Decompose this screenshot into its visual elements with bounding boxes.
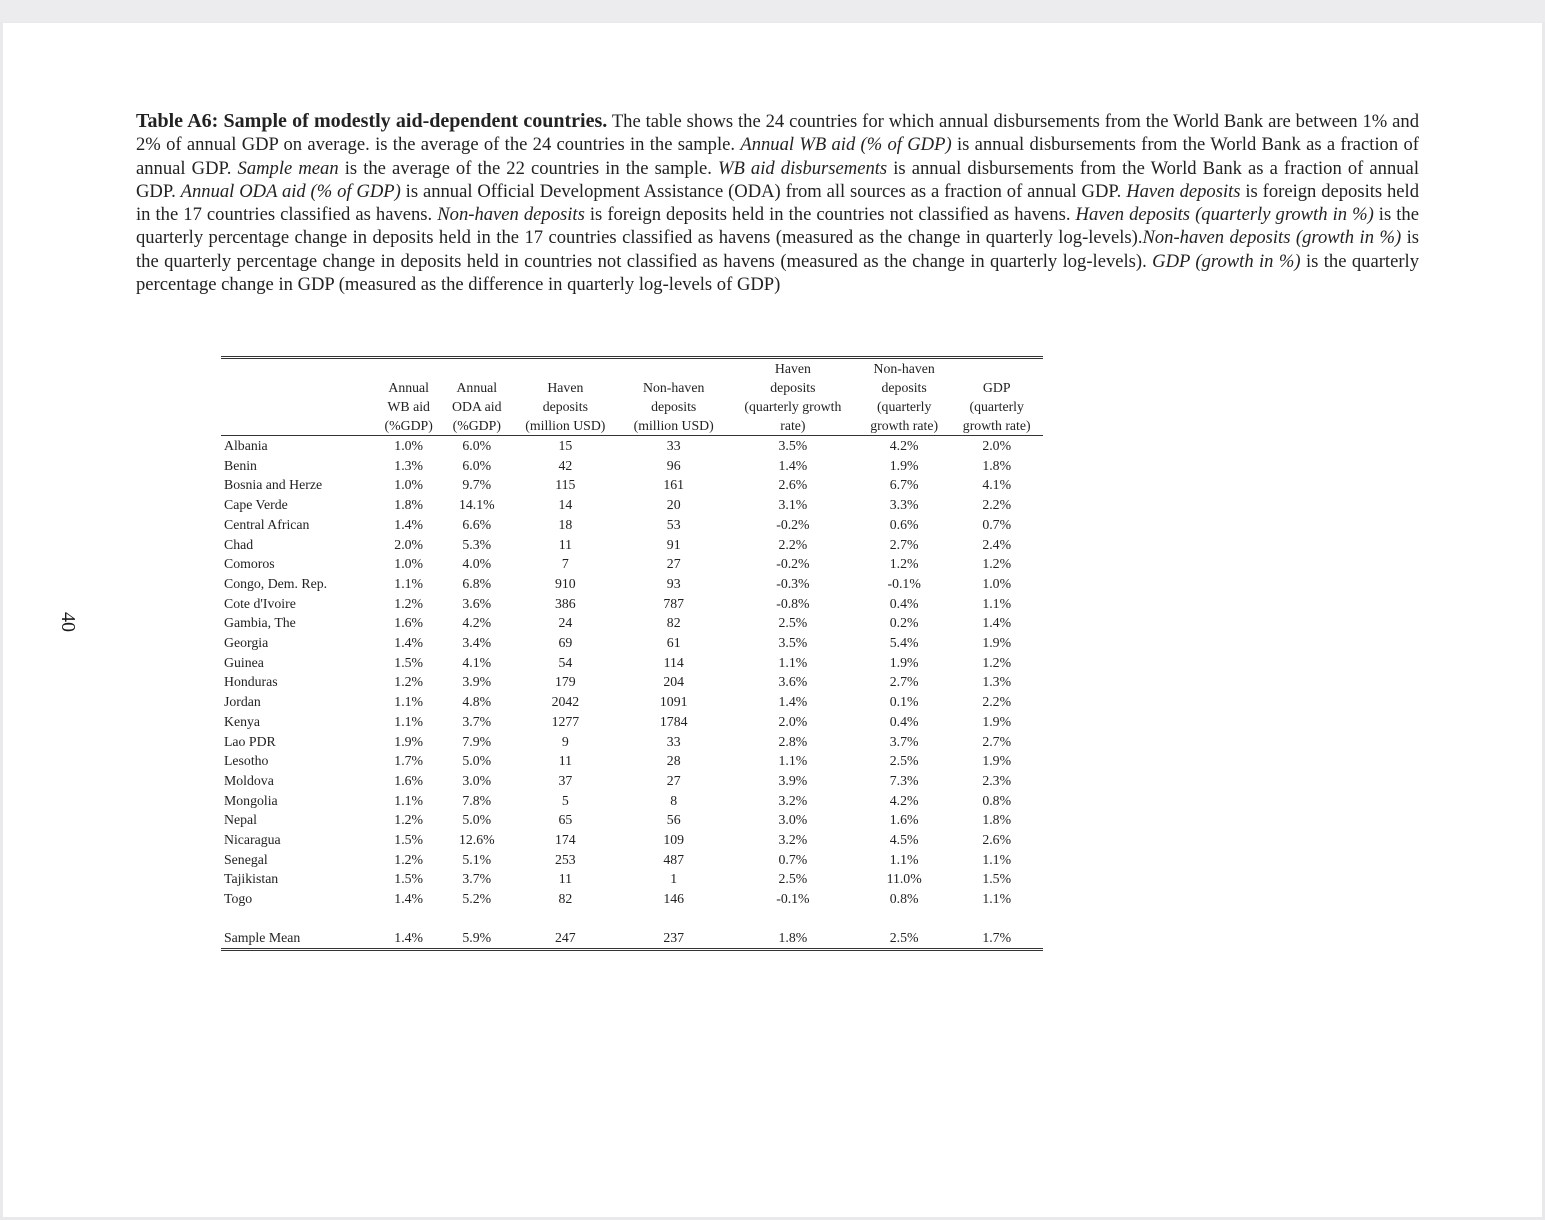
cell-country: Bosnia and Herze [224,477,323,493]
cell-country: Gambia, The [224,615,296,631]
cell-haven-growth: 3.1% [778,497,808,513]
cell-haven-growth: -0.2% [776,556,810,572]
cell-haven-deposits: 115 [555,477,576,493]
cell-nonhaven-deposits: 1 [670,871,678,887]
cell-nonhaven-deposits: 93 [666,575,681,591]
cell-oda-aid: 14.1% [458,497,495,513]
cell-nonhaven-growth: 4.5% [889,832,919,848]
data-table-container [221,356,1043,951]
cell-country: Lao PDR [224,733,276,749]
cell-nonhaven-growth: 0.4% [889,713,919,729]
cell-gdp-growth: 1.9% [982,713,1012,729]
cell-nonhaven-growth: 7.3% [889,772,919,788]
cell-nonhaven-growth: 0.4% [889,595,919,611]
cell-wb-aid: 1.2% [394,851,424,867]
cell-gdp-growth: 2.2% [982,694,1012,710]
data-table [221,359,1043,951]
cell-wb-aid: 1.2% [394,812,424,828]
cell-oda-aid: 4.0% [462,556,492,572]
table-row [221,653,1043,673]
cell-nonhaven-deposits: 787 [663,595,685,611]
cell-nonhaven-growth: 3.7% [889,733,919,749]
cell-nonhaven-deposits: 28 [666,753,681,769]
cell-wb-aid: 1.3% [394,457,424,473]
cell-country: Jordan [224,694,261,710]
cell-haven-growth: 1.1% [778,753,808,769]
table-row [221,633,1043,653]
cell-wb-aid: 1.5% [394,871,424,887]
cell-oda-aid: 7.9% [462,733,492,749]
table-spacer-row [221,909,1043,928]
cell-gdp-growth: 1.1% [982,851,1012,867]
header-line: (%GDP) [452,418,501,433]
header-line: Non-haven [873,361,935,376]
cell-nonhaven-growth: 1.6% [889,812,919,828]
cell-country: Albania [224,438,268,453]
cell-country: Lesotho [224,753,269,769]
table-row [221,810,1043,830]
caption-title: Table A6: Sample of modestly aid-dependent countries. [136,110,608,132]
cell-gdp-growth: 2.7% [982,733,1012,749]
header-line: (million USD) [633,418,714,433]
header-line: WB aid [387,399,430,414]
cell-gdp-growth: 1.3% [982,674,1012,690]
header-line: ODA aid [452,399,502,414]
cell-haven-growth: 2.5% [778,871,808,887]
cell-haven-growth: 3.9% [778,772,808,788]
cell-nonhaven-growth: 1.9% [889,457,919,473]
cell-wb-aid: 2.0% [394,536,424,552]
cell-oda-aid: 5.1% [462,851,492,867]
cell-oda-aid: 3.4% [462,635,492,651]
cell-nonhaven-deposits: 96 [666,457,681,473]
cell-haven-deposits: 1277 [551,713,580,729]
cell-nonhaven-growth: 1.2% [889,556,919,572]
cell-oda-aid: 5.0% [462,812,492,828]
cell-nonhaven-deposits: 161 [663,477,685,493]
cell-haven-growth: 1.1% [778,654,808,670]
cell-nonhaven-growth: 6.7% [889,477,919,493]
cell-wb-aid: 1.0% [394,477,424,493]
cell-wb-aid: 1.1% [394,575,424,591]
cell-oda-aid: 6.6% [462,516,492,532]
caption-term: WB aid disbursements [717,157,888,179]
caption-term: Annual WB aid (% of GDP) [740,134,952,156]
cell-nonhaven-deposits: 61 [666,635,681,651]
viewer-top-band [0,0,1545,22]
cell-haven-growth: 0.7% [778,851,808,867]
cell-country: Tajikistan [224,871,279,887]
cell-haven-deposits: 247 [511,928,619,949]
cell-gdp-growth: 1.8% [982,457,1012,473]
cell-country: Mongolia [224,792,278,808]
cell-haven-deposits: 179 [555,674,576,690]
cell-haven-deposits: 910 [555,575,576,591]
cell-haven-growth: 1.8% [728,928,858,949]
cell-haven-deposits: 9 [561,733,569,749]
table-row [221,672,1043,692]
cell-oda-aid: 3.0% [462,772,492,788]
caption-text: is the average of the 22 countries in the sample. [338,157,718,179]
cell-nonhaven-deposits: 237 [620,928,728,949]
cell-country: Togo [224,891,253,907]
page-number: 40 [57,612,79,632]
cell-nonhaven-growth: 2.5% [858,928,951,949]
cell-oda-aid: 4.2% [462,615,492,631]
table-row [221,712,1043,732]
cell-haven-growth: 1.4% [778,694,808,710]
cell-oda-aid: 9.7% [462,477,492,493]
cell-country: Sample Mean [221,928,375,949]
cell-gdp-growth: 2.3% [982,772,1012,788]
cell-country: Honduras [224,674,278,690]
cell-nonhaven-deposits: 146 [663,891,685,907]
cell-gdp-growth: 2.4% [982,536,1012,552]
cell-nonhaven-deposits: 1091 [659,694,688,710]
cell-nonhaven-deposits: 487 [663,851,685,867]
cell-gdp-growth: 1.5% [982,871,1012,887]
cell-oda-aid: 5.2% [462,891,492,907]
caption-text: The table shows the 24 countries for which annual disbursements from the World Bank are between 1% and 2% of annual GDP on average. is the average of the 24 countries in the sample. [136,111,1419,156]
sample-mean-row [221,928,1043,949]
cell-haven-deposits: 54 [558,654,573,670]
cell-wb-aid: 1.4% [394,635,424,651]
cell-gdp-growth: 1.4% [982,615,1012,631]
cell-haven-growth: 2.2% [778,536,808,552]
cell-wb-aid: 1.2% [394,595,424,611]
caption-text: is foreign deposits held in the countries not classified as havens. [584,204,1076,226]
cell-oda-aid: 3.7% [462,713,492,729]
cell-wb-aid: 1.0% [394,438,424,453]
cell-nonhaven-deposits: 114 [663,654,684,670]
cell-nonhaven-growth: 11.0% [886,871,922,887]
table-row [221,869,1043,889]
header-line: Annual [456,380,498,395]
caption-text: is annual disbursements from the World Bank as a fraction of annual GDP. [136,134,1419,179]
table-row [221,850,1043,870]
caption-term: Sample mean [237,157,339,179]
table-row [221,751,1043,771]
cell-wb-aid: 1.0% [394,556,424,572]
header-nonhaven-growth [858,359,951,436]
spacer-cell [221,909,1043,928]
cell-gdp-growth: 1.2% [982,556,1012,572]
cell-haven-deposits: 24 [558,615,573,631]
caption-text: is the quarterly percentage change in GDP (measured as the difference in quarterly log-levels of GDP) [136,250,1419,296]
cell-haven-deposits: 15 [558,438,573,453]
cell-haven-growth: 3.6% [778,674,808,690]
cell-nonhaven-growth: -0.1% [887,575,921,591]
table-header-row [221,359,1043,436]
header-country [221,359,375,436]
caption-term: Haven deposits (quarterly growth in %) [1075,204,1374,226]
cell-wb-aid: 1.8% [394,497,424,513]
table-row [221,732,1043,752]
cell-haven-growth: -0.1% [776,891,810,907]
cell-country: Cape Verde [224,497,288,513]
header-wb-aid [375,359,442,436]
caption-text: is the quarterly percentage change in deposits held in countries not classified as havens (measured as the change in quarterly log-levels). [136,227,1420,272]
cell-haven-deposits: 11 [558,753,572,769]
cell-country: Congo, Dem. Rep. [224,575,328,591]
cell-gdp-growth: 4.1% [982,477,1012,493]
cell-haven-deposits: 65 [558,812,573,828]
cell-wb-aid: 1.7% [394,753,424,769]
cell-haven-growth: 2.0% [778,713,808,729]
cell-nonhaven-deposits: 82 [666,615,681,631]
cell-oda-aid: 3.9% [462,674,492,690]
table-caption [136,110,1419,296]
cell-country: Central African [224,516,310,532]
cell-wb-aid: 1.4% [394,516,424,532]
cell-wb-aid: 1.5% [394,832,424,848]
cell-oda-aid: 3.7% [462,871,492,887]
caption-text: is annual disbursements from the World Bank as a fraction of annual GDP. [136,157,1419,202]
cell-country: Nicaragua [224,832,281,848]
cell-nonhaven-deposits: 27 [666,772,681,788]
header-gdp-growth [950,359,1043,436]
cell-gdp-growth: 1.0% [982,575,1012,591]
cell-oda-aid: 6.0% [462,438,492,453]
cell-gdp-growth: 0.8% [982,792,1012,808]
cell-oda-aid: 6.0% [462,457,492,473]
cell-haven-deposits: 253 [555,851,576,867]
header-oda-aid [442,359,511,436]
table-row [221,692,1043,712]
cell-country: Comoros [224,556,275,572]
caption-text: is the quarterly percentage change in deposits held in the 17 countries classified as havens (measured as the change in quarterly log-levels). [136,204,1419,249]
table-row [221,613,1043,633]
cell-haven-growth: 3.2% [778,832,808,848]
cell-oda-aid: 5.3% [462,536,492,552]
cell-nonhaven-growth: 1.9% [889,654,919,670]
cell-oda-aid: 12.6% [458,832,495,848]
header-line: (%GDP) [384,418,433,433]
cell-nonhaven-growth: 4.2% [889,438,919,453]
cell-gdp-growth: 1.1% [982,891,1012,907]
table-row [221,475,1043,495]
cell-haven-deposits: 37 [558,772,573,788]
table-body [221,436,1043,950]
caption-term: Haven deposits [1126,180,1241,202]
cell-wb-aid: 1.6% [394,772,424,788]
table-row [221,515,1043,535]
cell-haven-growth: 3.5% [778,438,808,453]
cell-wb-aid: 1.1% [394,694,424,710]
cell-haven-growth: 2.8% [778,733,808,749]
cell-nonhaven-growth: 2.7% [889,536,919,552]
header-line: deposits [651,399,697,414]
cell-oda-aid: 3.6% [462,595,492,611]
table-row [221,436,1043,456]
header-haven-deposits [511,359,619,436]
header-line: rate) [780,418,806,433]
table-row [221,791,1043,811]
cell-wb-aid: 1.2% [394,674,424,690]
cell-haven-deposits: 2042 [551,694,580,710]
cell-haven-deposits: 18 [558,516,573,532]
cell-haven-deposits: 11 [558,536,572,552]
table-row [221,535,1043,555]
table-row [221,495,1043,515]
cell-nonhaven-growth: 5.4% [889,635,919,651]
cell-wb-aid: 1.9% [394,733,424,749]
caption-term: Non-haven deposits [437,204,585,226]
cell-country: Kenya [224,713,261,729]
cell-gdp-growth: 2.6% [982,832,1012,848]
cell-wb-aid: 1.4% [394,891,424,907]
cell-gdp-growth: 1.9% [982,635,1012,651]
cell-oda-aid: 4.1% [462,654,492,670]
cell-nonhaven-growth: 0.2% [889,615,919,631]
header-line: growth rate) [870,418,939,433]
caption-text: is annual Official Development Assistance (ODA) from all sources as a fraction of annual GDP. [400,180,1127,202]
caption-term: Non-haven deposits (growth in %) [1142,227,1402,249]
cell-nonhaven-deposits: 204 [663,674,685,690]
header-line: deposits [881,380,927,395]
header-line: Haven [774,361,811,376]
cell-nonhaven-deposits: 53 [666,516,681,532]
cell-nonhaven-growth: 0.1% [889,694,919,710]
cell-haven-growth: 3.2% [778,792,808,808]
cell-gdp-growth: 1.7% [950,928,1043,949]
header-line: Non-haven [643,380,705,395]
cell-nonhaven-deposits: 20 [666,497,681,513]
cell-nonhaven-deposits: 8 [670,792,678,808]
cell-country: Georgia [224,635,269,651]
table-row [221,456,1043,476]
cell-haven-growth: 1.4% [778,457,808,473]
cell-haven-deposits: 5 [561,792,569,808]
table-row [221,574,1043,594]
document-page [3,23,1542,1217]
cell-nonhaven-growth: 1.1% [889,851,919,867]
header-line: deposits [770,380,816,395]
cell-gdp-growth: 1.9% [982,753,1012,769]
cell-haven-deposits: 69 [558,635,573,651]
cell-country: Nepal [224,812,257,828]
cell-nonhaven-growth: 2.7% [889,674,919,690]
cell-nonhaven-growth: 4.2% [889,792,919,808]
cell-haven-growth: -0.3% [776,575,810,591]
cell-country: Chad [224,536,254,552]
cell-oda-aid: 5.9% [442,928,511,949]
cell-gdp-growth: 1.8% [982,812,1012,828]
cell-haven-deposits: 14 [558,497,573,513]
cell-haven-growth: -0.8% [776,595,810,611]
header-haven-growth [728,359,858,436]
cell-haven-deposits: 42 [558,457,573,473]
table-row [221,594,1043,614]
cell-nonhaven-deposits: 33 [666,733,681,749]
cell-nonhaven-deposits: 109 [663,832,685,848]
cell-gdp-growth: 0.7% [982,516,1012,532]
header-line: (million USD) [525,418,606,433]
cell-haven-deposits: 7 [561,556,569,572]
cell-haven-deposits: 174 [555,832,576,848]
cell-wb-aid: 1.6% [394,615,424,631]
cell-haven-deposits: 11 [558,871,572,887]
header-line: Annual [388,380,429,395]
cell-nonhaven-deposits: 33 [666,438,681,453]
cell-gdp-growth: 1.2% [982,654,1012,670]
header-line: (quarterly [969,399,1024,414]
cell-haven-growth: 2.5% [778,615,808,631]
cell-haven-deposits: 82 [558,891,573,907]
header-line: growth rate) [962,418,1031,433]
table-row [221,554,1043,574]
cell-oda-aid: 6.8% [462,575,492,591]
cell-wb-aid: 1.5% [394,654,424,670]
cell-oda-aid: 4.8% [462,694,492,710]
table-row [221,771,1043,791]
cell-nonhaven-growth: 2.5% [889,753,919,769]
cell-wb-aid: 1.4% [375,928,442,949]
cell-haven-growth: 2.6% [778,477,808,493]
cell-country: Senegal [224,851,268,867]
cell-country: Guinea [224,654,264,670]
table-row [221,830,1043,850]
cell-nonhaven-growth: 0.6% [889,516,919,532]
header-line: (quarterly growth [744,399,842,414]
cell-country: Moldova [224,772,274,788]
cell-gdp-growth: 2.2% [982,497,1012,513]
cell-nonhaven-deposits: 27 [666,556,681,572]
cell-nonhaven-deposits: 56 [666,812,681,828]
cell-nonhaven-deposits: 91 [666,536,681,552]
caption-term: GDP (growth in %) [1152,250,1301,272]
caption-text: is foreign deposits held in the 17 countries classified as havens. [136,180,1420,226]
header-line: GDP [982,380,1011,395]
cell-gdp-growth: 2.0% [982,438,1012,453]
table-row [221,889,1043,909]
cell-oda-aid: 5.0% [462,753,492,769]
cell-wb-aid: 1.1% [394,792,424,808]
cell-haven-deposits: 386 [555,595,576,611]
caption-term: Annual ODA aid (% of GDP) [180,180,401,202]
cell-oda-aid: 7.8% [462,792,492,808]
cell-country: Benin [224,457,257,473]
header-line: (quarterly [876,399,932,414]
header-line: Haven [547,380,584,395]
cell-wb-aid: 1.1% [394,713,424,729]
header-line: deposits [542,399,588,414]
cell-haven-growth: 3.5% [778,635,808,651]
cell-haven-growth: -0.2% [776,516,810,532]
cell-gdp-growth: 1.1% [982,595,1012,611]
header-nonhaven-deposits [620,359,728,436]
cell-nonhaven-deposits: 1784 [659,713,688,729]
cell-haven-growth: 3.0% [778,812,808,828]
cell-nonhaven-growth: 0.8% [889,891,919,907]
cell-nonhaven-growth: 3.3% [889,497,919,513]
cell-country: Cote d'Ivoire [224,595,296,611]
